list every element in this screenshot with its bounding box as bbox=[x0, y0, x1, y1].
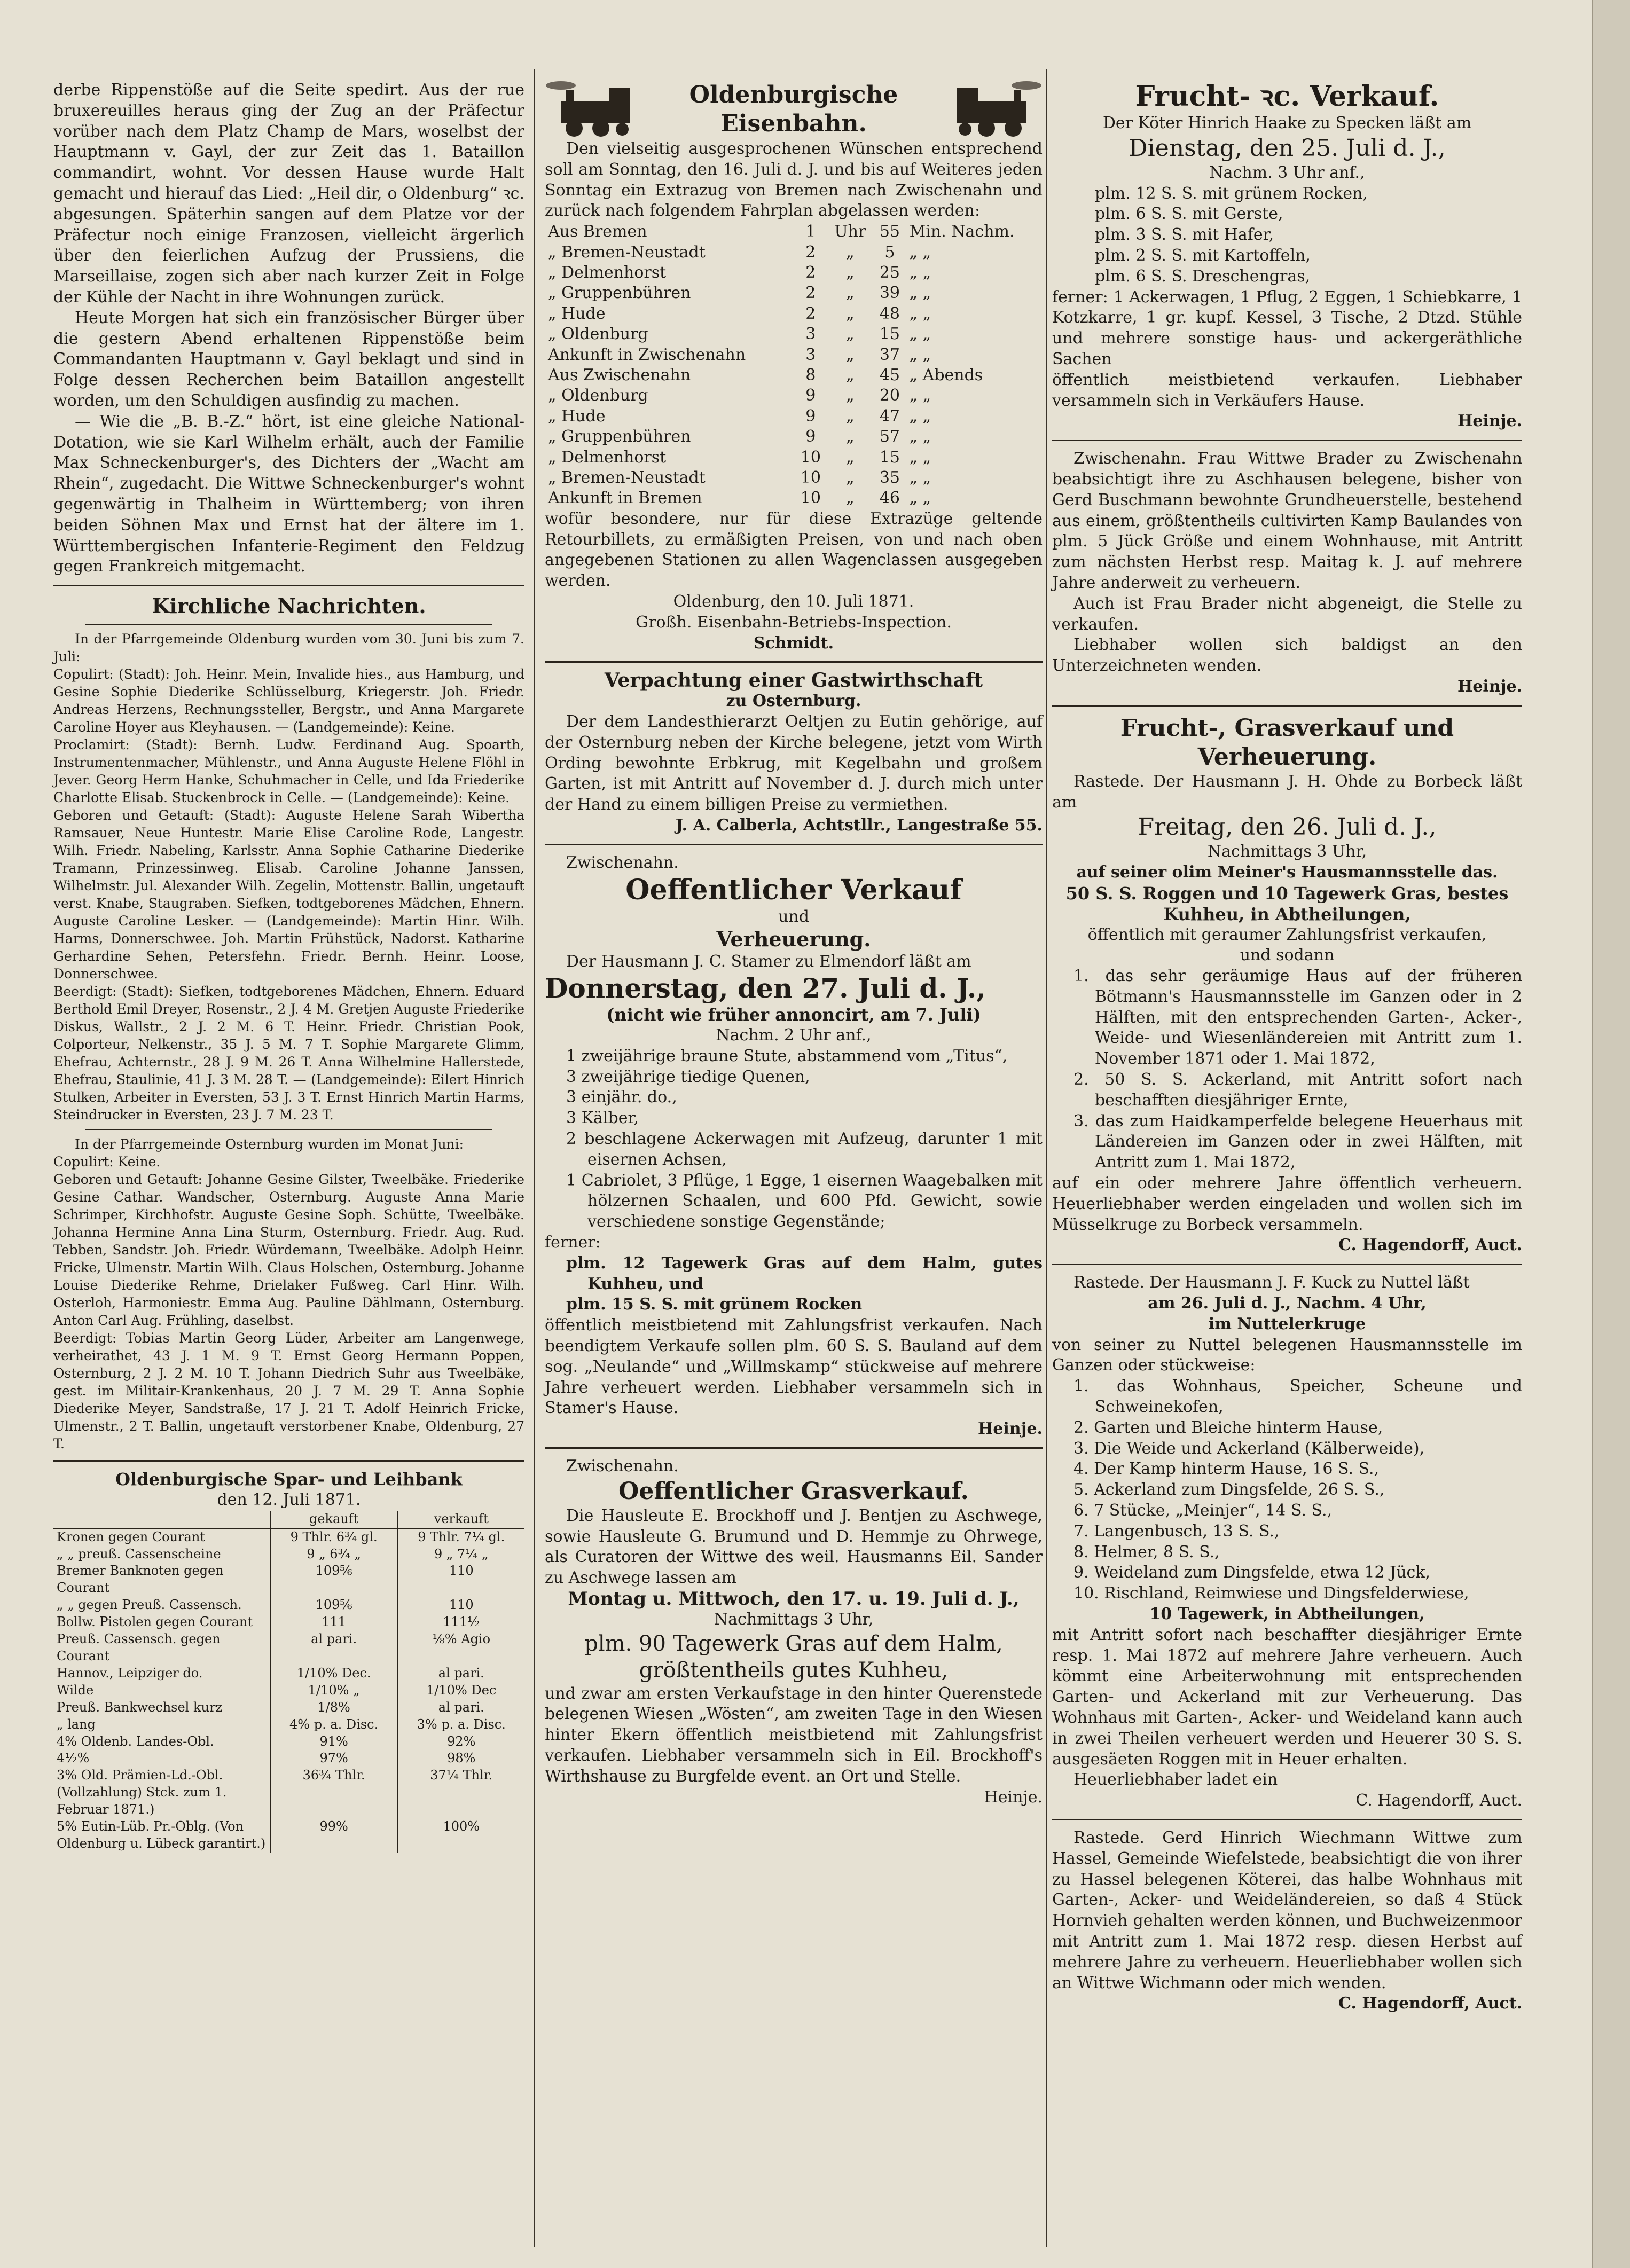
timetable-cell: „ „ bbox=[909, 284, 931, 303]
divider bbox=[85, 624, 492, 625]
kirchl-entry: Proclamirt: (Stadt): Bernh. Ludw. Ferdinand Aug. Spoarth, Instrumentenmacher, Mühlenstr., und Anna Auguste Helene Flöhl in Jever. Georg Herm Hanke, Schuhmacher in Celle, und Ida Friederike Charlotte Elisab. Stuckenbrock in Celle. — (Landgemeinde): Keine. bbox=[53, 737, 524, 806]
table-header-cell: gekauft bbox=[270, 1511, 398, 1528]
kirchl-entry: Geboren und Getauft: Johanne Gesine Gilster, Tweelbäke. Friederike Gesine Cathar. Wandscher, Osternburg. Auguste Anna Marie Schrimper, Kirchhofstr. Auguste Gesine Soph. Schütte, Tweelbäke. Johanna Hermine Anna Lina Sturm, Osternburg. Friedr. Aug. Rud. Tebben, Sandstr. Joh. Friedr. Würdemann, Tweelbäke. Adolph Heinr. Fricke, Ulmenstr. Martin Wilh. Claus Holschen, Osternburg. Johanne Louise Diederike Rehme, Drielaker Fußweg. Carl Hinr. Wilh. Osterloh, Harmoniestr. Emma Aug. Pauline Dählmann, Osternburg. Anton Carl Aug. Frühling, daselbst. bbox=[53, 1172, 524, 1329]
fruit-sale-item: plm. 6 S. S. mit Gerste, bbox=[1095, 205, 1283, 224]
grass-place: Zwischenahn. bbox=[566, 1456, 679, 1476]
table-header-cell bbox=[53, 1511, 270, 1528]
sale-item: 2 beschlagene Ackerwagen mit Aufzeug, darunter 1 mit eisernen Achsen, bbox=[566, 1129, 1043, 1169]
table-cell: 111½ bbox=[398, 1614, 524, 1631]
sale-subtitle: Verheuerung. bbox=[716, 927, 871, 952]
timetable-cell: „ bbox=[846, 448, 855, 467]
timetable-cell: Ankunft in Bremen bbox=[548, 489, 702, 508]
locomotive-icon bbox=[545, 80, 652, 139]
timetable-cell: 2 bbox=[805, 242, 816, 262]
table-cell: Hannov., Leipziger do. bbox=[57, 1665, 203, 1681]
timetable-cell: „ „ bbox=[909, 304, 931, 323]
column-divider bbox=[1046, 69, 1047, 2247]
table-row bbox=[53, 1528, 524, 1546]
grass-title: Oeffentlicher Grasverkauf. bbox=[618, 1477, 969, 1505]
grass-time: Nachmittags 3 Uhr, bbox=[714, 1610, 874, 1629]
timetable-cell: 46 bbox=[879, 489, 900, 508]
fruit-sale-intro: Der Köter Hinrich Haake zu Specken läßt am bbox=[1102, 114, 1472, 132]
locomotive-icon bbox=[936, 80, 1043, 139]
kirchl-intro: In der Pfarrgemeinde Oldenburg wurden vom 30. Juni bis zum 7. Juli: bbox=[53, 631, 524, 665]
sale-ferner: ferner: bbox=[545, 1233, 601, 1252]
grass-text: Die Hausleute E. Brockhoff und J. Bentjen zu Aschwege, sowie Hausleute G. Brumund und D. Hemmje zu Ohrwege, als Curatoren der Wittwe des weil. Hausmanns Eil. Sander zu Aschwege lassen am bbox=[545, 1506, 1043, 1588]
table-row bbox=[53, 1597, 524, 1614]
table-cell: 4½% bbox=[57, 1751, 90, 1766]
table-row bbox=[53, 1767, 524, 1784]
timetable-cell: „ „ bbox=[909, 406, 931, 426]
sale-time: Nachm. 2 Uhr anf., bbox=[716, 1026, 872, 1045]
divider bbox=[545, 1447, 1043, 1449]
sale-item: 3 zweijährige tiedige Quenen, bbox=[566, 1067, 810, 1086]
timetable-cell: 15 bbox=[879, 325, 900, 344]
timetable-row bbox=[545, 242, 1043, 263]
table-cell: 92% bbox=[398, 1733, 524, 1751]
table-cell bbox=[270, 1784, 398, 1818]
table-cell: 9 „ 7¼ „ bbox=[398, 1546, 524, 1563]
table-cell: ⅛% Agio bbox=[398, 1631, 524, 1665]
kuck-date: am 26. Juli d. J., Nachm. 4 Uhr, bbox=[1148, 1294, 1427, 1313]
bank-rate-table bbox=[53, 1511, 524, 1853]
divider bbox=[1052, 1264, 1522, 1265]
grass-signature: Heinje. bbox=[984, 1787, 1043, 1807]
section-title-kirchliche: Kirchliche Nachrichten. bbox=[152, 594, 426, 618]
divider bbox=[545, 661, 1043, 663]
timetable-cell: „ bbox=[846, 427, 855, 446]
timetable-cell: „ Delmenhorst bbox=[548, 263, 667, 282]
fruit-sale-signature: Heinje. bbox=[1457, 412, 1522, 431]
table-cell: 99% bbox=[270, 1818, 398, 1853]
railway-authority: Großh. Eisenbahn-Betriebs-Inspection. bbox=[636, 613, 952, 632]
timetable bbox=[545, 222, 1043, 509]
timetable-cell: Min. Nachm. bbox=[909, 222, 1015, 241]
table-row bbox=[53, 1665, 524, 1682]
sale-und: und bbox=[778, 907, 809, 926]
timetable-cell: „ bbox=[846, 406, 855, 426]
fruit-grass-intro: Rastede. Der Hausmann J. H. Ohde zu Borbeck läßt am bbox=[1052, 772, 1522, 812]
table-row bbox=[53, 1784, 524, 1818]
kuck-outro: mit Antritt sofort nach beschaffter diesjähriger Ernte resp. 1. Mai 1872 auf mehrere Jahre verheuern. Auch kömmt eine Arbeiterwohnung mit entsprechenden Garten- und Ackerland mit zur Verheuerung. Das Wohnhaus mit Garten-, Acker- und Weideland kann auch in zwei Theilen verheuert werden und Heuerer 30 S. S. ausgesäeten Roggen mit in Heuer erhalten. bbox=[1052, 1625, 1522, 1769]
grass-offer: plm. 90 Tagewerk Gras auf dem Halm, größtentheils gutes Kuhheu, bbox=[584, 1631, 1003, 1683]
kuck-item: 6. 7 Stücke, „Meinjer“, 14 S. S., bbox=[1073, 1501, 1333, 1520]
sale-outro: öffentlich meistbietend mit Zahlungsfrist verkaufen. Nach beendigtem Verkaufe sollen plm. 60 S. S. Bauland auf dem sog. „Neulande“ und „Willmskamp“ stückweise auf mehrere Jahre verheuert werden. Liebhaber versammeln sich in Stamer's Hause. bbox=[545, 1316, 1043, 1418]
kuck-item: 10. Rischland, Reimwiese und Dingsfelderwiese, bbox=[1073, 1584, 1469, 1603]
kirchl-entry: Beerdigt: Tobias Martin Georg Lüder, Arbeiter am Langenwege, verheirathet, 43 J. 1 M. 9 T. Ernst Georg Hermann Poppen, Osternburg, 2 J. 2 M. 10 T. Johann Diedrich Suhr aus Tweelbäke, gest. im Militair-Krankenhaus, 20 J. 7 M. 29 T. Anna Sophie Diederike Meyer, Sandstraße, 17 J. 21 T. Adolf Heinrich Fricke, Ulmenstr., 2 T. Ballin, ungetauft verstorbener Knabe, Oldenburg, 27 T. bbox=[53, 1330, 524, 1452]
table-cell: 9 „ 6¾ „ bbox=[270, 1546, 398, 1563]
sale-date: Donnerstag, den 27. Juli d. J., bbox=[545, 972, 986, 1004]
timetable-cell: „ „ bbox=[909, 263, 931, 282]
fruit-sale-item: plm. 12 S. S. mit grünem Rocken, bbox=[1095, 184, 1368, 203]
timetable-cell: „ „ bbox=[909, 242, 931, 262]
sale-intro: Der Hausmann J. C. Stamer zu Elmendorf läßt am bbox=[566, 952, 971, 971]
kirchl-entry: Copulirt: Keine. bbox=[53, 1154, 161, 1170]
timetable-cell: „ „ bbox=[909, 427, 931, 446]
kuck-place: im Nuttelerkruge bbox=[1208, 1314, 1366, 1333]
sale-place: Zwischenahn. bbox=[566, 853, 679, 872]
timetable-cell: „ „ bbox=[909, 345, 931, 364]
table-cell: Kronen gegen Courant bbox=[57, 1529, 205, 1544]
grass-outro: und zwar am ersten Verkaufstage in den hinter Querenstede belegenen Wiesen „Wösten“, am zweiten Tage in den Wiesen hinter Ekern öffentlich meistbietend mit Zahlungsfrist verkaufen. Liebhaber versammeln sich in Eil. Brockhoff's Wirthshause zu Burgfelde event. an Ort und Stelle. bbox=[545, 1684, 1043, 1786]
kuck-item: 8. Helmer, 8 S. S., bbox=[1073, 1542, 1220, 1561]
table-cell: 110 bbox=[398, 1597, 524, 1614]
timetable-cell: „ Gruppenbühren bbox=[548, 427, 691, 446]
divider bbox=[53, 585, 524, 586]
table-row bbox=[53, 1716, 524, 1733]
timetable-row bbox=[545, 365, 1043, 386]
table-row bbox=[53, 1818, 524, 1853]
sale-signature: Heinje. bbox=[977, 1419, 1043, 1439]
timetable-cell: 48 bbox=[879, 304, 900, 323]
timetable-cell: „ bbox=[846, 345, 855, 364]
divider bbox=[545, 844, 1043, 845]
fruit-grass-time: Nachmittags 3 Uhr, bbox=[1207, 842, 1367, 861]
brader-text: Zwischenahn. Frau Wittwe Brader zu Zwischenahn beabsichtigt ihre zu Aschhausen belegene, bisher von Gerd Buschmann bewohnte Grundheuerstelle, bestehend aus einem, größtentheils cultivirten Kamp Baulandes von plm. 5 Jück Größe und einem Wohnhause, mit Antritt zum nächsten Herbst resp. Maitag k. J. auf mehrere Jahre anderweit zu verheuern. bbox=[1052, 449, 1522, 592]
timetable-cell: 10 bbox=[800, 448, 821, 467]
divider bbox=[53, 1460, 524, 1462]
timetable-cell: 10 bbox=[800, 468, 821, 488]
sale-item: 1 zweijährige braune Stute, abstammend vom „Titus“, bbox=[566, 1046, 1008, 1065]
article-paragraph: — Wie die „B. B.-Z.“ hört, ist eine gleiche National-Dotation, wie sie Karl Wilhelm erhält, auch der Familie Max Schneckenburger's, des Dichters der „Wacht am Rhein“, zugedacht. Die Wittwe Schneckenburger's wohnt gegenwärtig in Thalheim in Württemberg; von ihren beiden Söhnen Max und Ernst hat der ältere im 1. Württembergischen Infanterie-Regiment den Feldzug gegen Frankreich mitgemacht. bbox=[53, 412, 524, 576]
kirchl-entry: Copulirt: (Stadt): Joh. Heinr. Mein, Invalide hies., aus Hamburg, und Gesine Sophie Diederike Schlüsselburg, Kriegerstr. Joh. Friedr. Andreas Herzens, Rechnungssteller, Bergstr., und Anna Margarete Caroline Hoyer aus Kleyhausen. — (Landgemeinde): Keine. bbox=[53, 666, 524, 735]
kuck-text: von seiner zu Nuttel belegenen Hausmannsstelle im Ganzen oder stückweise: bbox=[1052, 1335, 1522, 1375]
kuck-signature: C. Hagendorff, Auct. bbox=[1355, 1791, 1522, 1810]
kuck-item: 4. Der Kamp hinterm Hause, 16 S. S., bbox=[1073, 1459, 1380, 1479]
divider bbox=[1052, 440, 1522, 441]
timetable-cell: 55 bbox=[879, 222, 900, 241]
timetable-cell: „ „ bbox=[909, 386, 931, 405]
timetable-row bbox=[545, 283, 1043, 303]
timetable-cell: Uhr bbox=[834, 222, 866, 241]
divider bbox=[1052, 705, 1522, 707]
timetable-cell: 2 bbox=[805, 304, 816, 323]
table-cell: Preuß. Cassensch. gegen Courant bbox=[57, 1631, 221, 1663]
timetable-row bbox=[545, 345, 1043, 365]
fruit-grass-signature: C. Hagendorff, Auct. bbox=[1338, 1236, 1522, 1255]
kuck-item: 1. das Wohnhaus, Speicher, Scheune und Schweinekofen, bbox=[1073, 1377, 1522, 1417]
fruit-grass-item: 3. das zum Haidkamperfelde belegene Heuerhaus mit Ländereien im Ganzen oder in zwei Hälften, mit Antritt zum 1. Mai 1872, bbox=[1073, 1111, 1522, 1172]
table-row bbox=[53, 1631, 524, 1665]
table-cell: 98% bbox=[398, 1750, 524, 1767]
table-cell: 3% Old. Prämien-Ld.-Obl. bbox=[57, 1768, 223, 1783]
table-cell: Bremer Banknoten gegen Courant bbox=[57, 1563, 224, 1596]
timetable-cell: 1 bbox=[805, 222, 816, 241]
timetable-row bbox=[545, 304, 1043, 324]
sale-note: (nicht wie früher annoncirt, am 7. Juli) bbox=[606, 1004, 981, 1025]
fruit-sale-item: plm. 2 S. S. mit Kartoffeln, bbox=[1095, 246, 1311, 265]
lease-text: Der dem Landesthierarzt Oeltjen zu Eutin gehörige, auf der Osternburg neben der Kirche belegene, jetzt vom Wirth Ording bewohnte Erbkrug, mit Kegelbahn und großem Garten, ist mit Antritt auf November d. J. durch mich unter der Hand zu einem billigen Preise zu vermiethen. bbox=[545, 712, 1043, 814]
table-cell: Wilde bbox=[57, 1682, 94, 1698]
kuck-tagewerk: 10 Tagewerk, in Abtheilungen, bbox=[1149, 1605, 1425, 1623]
timetable-row bbox=[545, 448, 1043, 468]
timetable-cell: 3 bbox=[805, 325, 816, 344]
table-cell: al pari. bbox=[270, 1631, 398, 1665]
lease-signature: J. A. Calberla, Achtstllr., Langestraße 55. bbox=[675, 816, 1043, 835]
timetable-cell: 15 bbox=[879, 448, 900, 467]
fruit-grass-title: Frucht-, Grasverkauf und Verheuerung. bbox=[1120, 714, 1454, 771]
brader-text: Liebhaber wollen sich baldigst an den Unterzeichneten wenden. bbox=[1052, 635, 1522, 676]
article-paragraph: Heute Morgen hat sich ein französischer Bürger über die gestern Abend erhaltenen Rippenstöße beim Commandanten Hauptmann v. Gayl beklagt und sind in Folge dessen Recherchen beim Bataillon angestellt worden, um den Schuldigen ausfindig zu machen. bbox=[53, 308, 524, 410]
table-row bbox=[53, 1750, 524, 1767]
kuck-outro: Heuerliebhaber ladet ein bbox=[1073, 1770, 1278, 1790]
timetable-cell: „ Oldenburg bbox=[548, 325, 648, 344]
table-cell: 9 Thlr. 7¼ gl. bbox=[398, 1528, 524, 1546]
fruit-sale-ferner: ferner: 1 Ackerwagen, 1 Pflug, 2 Eggen, 1 Schiebkarre, 1 Kotzkarre, 1 gr. kupf. Kessel, 3 Tische, 2 Dtzd. Stühle und mehrere sonstige haus- und ackergeräthliche Sachen bbox=[1052, 287, 1522, 368]
fruit-grass-goods: 50 S. S. Roggen und 10 Tagewerk Gras, bestes Kuhheu, in Abtheilungen, bbox=[1065, 883, 1509, 924]
divider bbox=[1052, 1819, 1522, 1820]
table-cell: 5% Eutin-Lüb. Pr.-Oblg. (Von Oldenburg u. Lübeck garantirt.) bbox=[57, 1819, 266, 1851]
table-cell: 100% bbox=[398, 1818, 524, 1853]
table-row bbox=[53, 1563, 524, 1597]
fruit-sale-title: Frucht- ꝛc. Verkauf. bbox=[1135, 80, 1439, 113]
timetable-cell: Aus Zwischenahn bbox=[548, 366, 691, 385]
table-cell: „ lang bbox=[57, 1716, 96, 1732]
table-cell: 1/10% „ bbox=[270, 1682, 398, 1699]
kuck-item: 3. Die Weide und Ackerland (Kälberweide), bbox=[1073, 1439, 1425, 1458]
wiechmann-signature: C. Hagendorff, Auct. bbox=[1338, 1994, 1522, 2013]
timetable-cell: 25 bbox=[879, 263, 900, 282]
grass-date: Montag u. Mittwoch, den 17. u. 19. Juli d. J., bbox=[568, 1588, 1020, 1610]
timetable-row bbox=[545, 263, 1043, 283]
table-cell: al pari. bbox=[398, 1699, 524, 1716]
table-row bbox=[53, 1699, 524, 1716]
wiechmann-text: Rastede. Gerd Hinrich Wiechmann Wittwe zum Hassel, Gemeinde Wiefelstede, beabsichtigt die von ihrer zu Hassel belegenen Köterei, das halbe Wohnhaus mit Garten-, Acker- und Weideländereien, so daß 4 Stück Hornvieh gehalten werden können, und Buchweizenmoor mit Antritt zum 1. Mai 1872 resp. diesen Herbst auf mehrere Jahre zu verheuern. Heuerliebhaber wollen sich an Wittwe Wichmann oder mich wenden. bbox=[1052, 1828, 1522, 1992]
timetable-cell: „ bbox=[846, 468, 855, 488]
timetable-cell: „ „ bbox=[909, 448, 931, 467]
timetable-cell: 9 bbox=[805, 386, 816, 405]
table-row bbox=[53, 1614, 524, 1631]
lease-title: Verpachtung einer Gastwirthschaft bbox=[604, 669, 983, 692]
kirchl-intro: In der Pfarrgemeinde Osternburg wurden im Monat Juni: bbox=[75, 1136, 464, 1152]
table-row bbox=[53, 1682, 524, 1699]
lease-subtitle: zu Osternburg. bbox=[726, 692, 861, 711]
bank-title: Oldenburgische Spar- und Leihbank bbox=[115, 1469, 463, 1490]
timetable-cell: Ankunft in Zwischenahn bbox=[548, 345, 746, 364]
table-cell: al pari. bbox=[398, 1665, 524, 1682]
table-cell: 37¼ Thlr. bbox=[398, 1767, 524, 1784]
timetable-cell: „ „ bbox=[909, 468, 931, 488]
table-cell: (Vollzahlung) Stck. zum 1. Februar 1871.) bbox=[57, 1785, 227, 1817]
timetable-cell: 57 bbox=[879, 427, 900, 446]
timetable-cell: „ bbox=[846, 366, 855, 385]
table-cell: 1/10% Dec. bbox=[270, 1665, 398, 1682]
fruit-sale-item: plm. 6 S. S. Dreschengras, bbox=[1095, 266, 1311, 286]
table-cell: 1/8% bbox=[270, 1699, 398, 1716]
sale-title: Oeffentlicher Verkauf bbox=[625, 873, 962, 906]
timetable-cell: „ Delmenhorst bbox=[548, 448, 667, 467]
brader-signature: Heinje. bbox=[1457, 677, 1522, 696]
kuck-item: 9. Weideland zum Dingsfelde, etwa 12 Jück, bbox=[1073, 1563, 1431, 1582]
timetable-cell: „ bbox=[846, 325, 855, 344]
fruit-grass-sodann: und sodann bbox=[1240, 946, 1335, 965]
timetable-row bbox=[545, 468, 1043, 488]
fruit-grass-item: 1. das sehr geräumige Haus auf der früheren Bötmann's Hausmannsstelle im Ganzen oder in 2 Hälften, mit den entsprechenden Garten-, Acker-, Weide- und Wiesenländereien mit Antritt zum 1. November 1871 oder 1. Mai 1872, bbox=[1073, 967, 1522, 1069]
timetable-cell: „ Hude bbox=[548, 304, 606, 323]
column-divider bbox=[534, 69, 535, 2247]
table-cell: 4% p. a. Disc. bbox=[270, 1716, 398, 1733]
timetable-cell: 37 bbox=[879, 345, 900, 364]
timetable-cell: „ Abends bbox=[909, 366, 983, 385]
kirchl-entry: Geboren und Getauft: (Stadt): Auguste Helene Sarah Wibertha Ramsauer, Neue Huntestr. Marie Elise Caroline Rode, Langestr. Wilh. Friedr. Nabeling, Karlsstr. Anna Sophie Catharine Diederike Tramann, Prinzessinweg. Elisab. Caroline Johanne Janssen, Wilhelmstr. Jul. Alexander Wilh. Zegelin, Mottenstr. Ballin, ungetauft verst. Knabe, Staugraben. Siefken, todtgeborenes Mädchen, Ehnern. Auguste Caroline Lesker. — (Landgemeinde): Martin Hinr. Wilh. Harms, Donnerschwee. Joh. Martin Frühstück, Nadorst. Katharine Gerhardine Sehen, Petersfehn. Friedr. Bernh. Heinr. Loose, Donnerschwee. bbox=[53, 807, 524, 982]
timetable-row bbox=[545, 222, 1043, 242]
fruit-grass-pay: öffentlich mit geraumer Zahlungsfrist verkaufen, bbox=[1087, 925, 1487, 944]
table-cell: 3% p. a. Disc. bbox=[398, 1716, 524, 1733]
fruit-grass-date: Freitag, den 26. Juli d. J., bbox=[1138, 813, 1437, 841]
kuck-item: 2. Garten und Bleiche hinterm Hause, bbox=[1073, 1418, 1383, 1437]
timetable-cell: 3 bbox=[805, 345, 816, 364]
table-cell: 109⅚ bbox=[270, 1563, 398, 1597]
table-cell: 111 bbox=[270, 1614, 398, 1631]
timetable-cell: „ Gruppenbühren bbox=[548, 284, 691, 303]
table-cell: 91% bbox=[270, 1733, 398, 1751]
sale-item: plm. 12 Tagewerk Gras auf dem Halm, gutes Kuhheu, und bbox=[566, 1253, 1043, 1293]
table-cell: 109⅚ bbox=[270, 1597, 398, 1614]
table-cell: „ „ gegen Preuß. Cassensch. bbox=[57, 1597, 242, 1613]
timetable-cell: „ „ bbox=[909, 489, 931, 508]
kirchl-entry: Beerdigt: (Stadt): Siefken, todtgeborenes Mädchen, Ehnern. Eduard Berthold Emil Dreyer, Rosenstr., 2 J. 4 M. Gretjen Auguste Friederike Diskus, Wallstr., 2 J. 2 M. 6 T. Heinr. Friedr. Christian Pook, Colporteur, Nelkenstr., 35 J. 5 M. 7 T. Sophie Margarete Glimm, Ehefrau, Achternstr., 28 J. 9 M. 26 T. Anna Wilhelmine Hallerstede, Ehefrau, Staulinie, 41 J. 3 M. 28 T. — (Landgemeinde): Eilert Hinrich Stulken, Arbeiter in Eversten, 53 J. 3 T. Ernst Hinrich Martin Harms, Steindrucker in Eversten, 23 J. 7 M. 23 T. bbox=[53, 984, 524, 1123]
table-cell: 4% Oldenb. Landes-Obl. bbox=[57, 1733, 214, 1749]
timetable-cell: 10 bbox=[800, 489, 821, 508]
timetable-cell: 9 bbox=[805, 406, 816, 426]
railway-header bbox=[545, 80, 1043, 139]
timetable-cell: „ bbox=[846, 263, 855, 282]
kuck-item: 7. Langenbusch, 13 S. S., bbox=[1073, 1521, 1280, 1541]
table-row bbox=[53, 1546, 524, 1563]
fruit-grass-item: 2. 50 S. S. Ackerland, mit Antritt sofort nach beschafften diesjähriger Ernte, bbox=[1073, 1070, 1522, 1110]
timetable-cell: „ bbox=[846, 242, 855, 262]
timetable-row bbox=[545, 406, 1043, 427]
sale-item: plm. 15 S. S. mit grünem Rocken bbox=[566, 1295, 863, 1314]
table-cell: Bollw. Pistolen gegen Courant bbox=[57, 1614, 253, 1630]
table-row bbox=[53, 1733, 524, 1751]
table-cell: 110 bbox=[398, 1563, 524, 1597]
fruit-sale-time: Nachm. 3 Uhr anf., bbox=[1209, 163, 1365, 182]
page-edge bbox=[1592, 0, 1630, 2268]
brader-text: Auch ist Frau Brader nicht abgeneigt, die Stelle zu verkaufen. bbox=[1052, 594, 1522, 634]
timetable-cell: Aus Bremen bbox=[548, 222, 647, 241]
column-3 bbox=[1052, 80, 1522, 2014]
table-cell: „ „ preuß. Cassenscheine bbox=[57, 1546, 221, 1561]
timetable-cell: „ bbox=[846, 284, 855, 303]
kuck-intro: Rastede. Der Hausmann J. F. Kuck zu Nuttel läßt bbox=[1073, 1273, 1470, 1292]
table-cell bbox=[398, 1784, 524, 1818]
timetable-cell: 20 bbox=[879, 386, 900, 405]
column-2 bbox=[545, 80, 1043, 1808]
timetable-cell: 35 bbox=[879, 468, 900, 488]
timetable-cell: 8 bbox=[805, 366, 816, 385]
timetable-row bbox=[545, 386, 1043, 406]
railway-date: Oldenburg, den 10. Juli 1871. bbox=[673, 592, 914, 611]
timetable-cell: „ bbox=[846, 489, 855, 508]
table-cell: 36¾ Thlr. bbox=[270, 1767, 398, 1784]
railway-intro: Den vielseitig ausgesprochenen Wünschen entsprechend soll am Sonntag, den 16. Juli d. J. und bis auf Weiteres jeden Sonntag ein Extrazug von Bremen nach Zwischenahn und zurück nach folgendem Fahrplan abgelassen werden: bbox=[545, 139, 1043, 221]
table-header-cell: verkauft bbox=[398, 1511, 524, 1528]
fruit-sale-item: plm. 3 S. S. mit Hafer, bbox=[1095, 225, 1274, 245]
sale-item: 1 Cabriolet, 3 Pflüge, 1 Egge, 1 eisernen Waagebalken mit hölzernen Schaalen, und 600 Pfd. Gewicht, sowie verschiedene sonstige Gegenstände; bbox=[566, 1171, 1043, 1231]
timetable-cell: „ Bremen-Neustadt bbox=[548, 468, 706, 488]
table-cell: 1/10% Dec bbox=[398, 1682, 524, 1699]
bank-date: den 12. Juli 1871. bbox=[217, 1490, 361, 1509]
timetable-cell: „ Hude bbox=[548, 406, 606, 426]
timetable-cell: „ Bremen-Neustadt bbox=[548, 242, 706, 262]
timetable-cell: „ bbox=[846, 304, 855, 323]
sale-item: 3 einjähr. do., bbox=[566, 1088, 677, 1107]
fruit-grass-outro: auf ein oder mehrere Jahre öffentlich verheuern. Heuerliebhaber werden eingeladen und wollen sich im Müsselkruge zu Borbeck versammeln. bbox=[1052, 1174, 1522, 1234]
table-cell: Preuß. Bankwechsel kurz bbox=[57, 1699, 223, 1715]
timetable-row bbox=[545, 488, 1043, 508]
timetable-cell: „ bbox=[846, 386, 855, 405]
timetable-cell: 2 bbox=[805, 263, 816, 282]
kuck-item: 5. Ackerland zum Dingsfelde, 26 S. S., bbox=[1073, 1480, 1385, 1500]
railway-title: Oldenburgische Eisenbahn. bbox=[689, 81, 898, 137]
fruit-grass-place: auf seiner olim Meiner's Hausmannsstelle das. bbox=[1076, 863, 1498, 882]
timetable-cell: 9 bbox=[805, 427, 816, 446]
railway-outro: wofür besondere, nur für diese Extrazüge geltende Retourbillets, zu ermäßigten Preisen, von und nach oben angegebenen Stationen zu allen Wagenclassen ausgegeben werden. bbox=[545, 509, 1043, 591]
timetable-row bbox=[545, 427, 1043, 447]
timetable-cell: 45 bbox=[879, 366, 900, 385]
timetable-cell: „ „ bbox=[909, 325, 931, 344]
timetable-cell: 47 bbox=[879, 406, 900, 426]
sale-item: 3 Kälber, bbox=[566, 1109, 639, 1128]
table-cell: 97% bbox=[270, 1750, 398, 1767]
timetable-cell: „ Oldenburg bbox=[548, 386, 648, 405]
fruit-sale-outro: öffentlich meistbietend verkaufen. Liebhaber versammeln sich in Verkäufers Hause. bbox=[1052, 370, 1522, 410]
fruit-sale-date: Dienstag, den 25. Juli d. J., bbox=[1129, 134, 1446, 162]
table-header-row bbox=[53, 1511, 524, 1528]
timetable-row bbox=[545, 324, 1043, 344]
timetable-cell: 5 bbox=[884, 242, 895, 262]
timetable-cell: 2 bbox=[805, 284, 816, 303]
divider bbox=[85, 1129, 492, 1130]
timetable-cell: 39 bbox=[879, 284, 900, 303]
table-cell: 9 Thlr. 6¾ gl. bbox=[270, 1528, 398, 1546]
column-1 bbox=[53, 80, 524, 1853]
article-paragraph: derbe Rippenstöße auf die Seite spedirt. Aus der rue bruxereuilles heraus ging der Zug an der Präfectur vorüber nach dem Platz Champ de Mars, woselbst der Hauptmann v. Gayl, der zur Zeit das 1. Bataillon commandirt, wohnt. Vor dessen Hause wurde Halt gemacht und hierauf das Lied: „Heil dir, o Oldenburg“ ꝛc. abgesungen. Späterhin sangen auf dem Platze vor der Präfectur noch einige Franzosen, vielleicht ärgerlich über den feierlichen Aufzug der Prussiens, die Marseillaise, zogen sich aber nach kurzer Zeit in Folge der Kühle der Nacht in ihre Wohnungen zurück. bbox=[53, 81, 524, 307]
railway-signature: Schmidt. bbox=[753, 633, 834, 653]
